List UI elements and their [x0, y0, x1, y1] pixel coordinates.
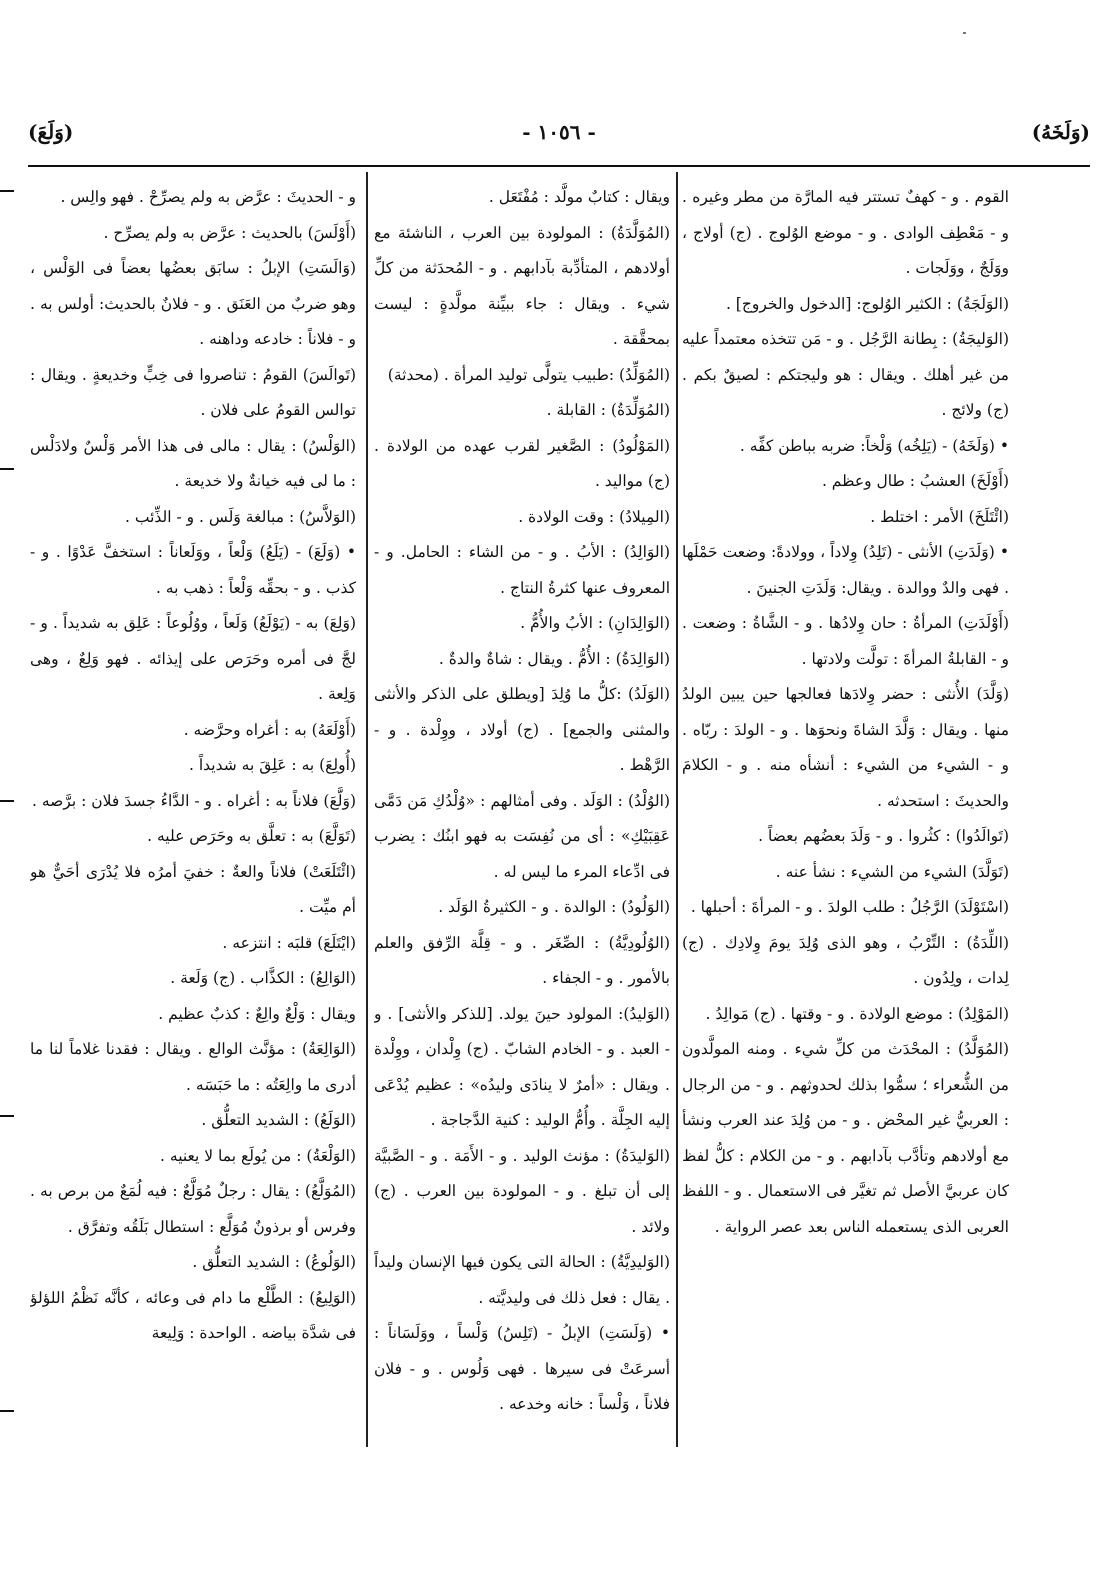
entry-paragraph: (الوَليدِيَّةُ) : الحالة التى يكون فيها الإنسان وليداً . يقال : فعل ذلك فى وليديَّته . — [374, 1253, 670, 1307]
binding-mark — [0, 1410, 14, 1412]
entry-paragraph: (الوَليدَةُ) : مؤنث الوليد . و - الأَمَة . و - الصَّبيَّة إلى أن تبلغ . و - المولودة بين العرب . (ج) ولائد . — [374, 1146, 670, 1236]
entry-paragraph: (المَوْلِدُ) : موضع الولادة . و - وقتها . (ج) مَوالِدُ . — [705, 1004, 1009, 1023]
entry-paragraph: (الوُلُودِيَّةُ) : الصِّغَر . و - قِلَّة الرِّفق والعلم بالأمور . و - الجفاء . — [374, 933, 670, 987]
entry-paragraph: (أَوْلَدَتِ) المرأةُ : حان وِلادُها . و - الشَّاةُ : وضعت . و - القابلةُ المرأةَ : تولَّت ولادتها . — [682, 614, 1009, 668]
binding-mark — [0, 1115, 14, 1117]
entry-paragraph: (اللِّدَةُ) : التِّرْبُ ، وهو الذى وُلِدَ يومَ وِلادِك . (ج) لِدات ، ولِدُون . — [682, 933, 1009, 987]
entry-paragraph: (المُوَلِّدَةُ) : القابلة . — [546, 401, 670, 419]
running-head-first-entry: (وَلَخَهُ) — [1031, 120, 1090, 144]
entry-paragraph: القوم . و - كهفٌ تستتر فيه المارَّة من مطر وغيره . و - مَعْطِف الوادى . و - موضع الوُلوج . (ج) أولاج ، ووَلَجٌ ، ووَلَجات . — [682, 188, 1009, 277]
entry-paragraph: (الوَلْسُ) : يقال : مالى فى هذا الأمر وَلْسٌ ولادَلْس : ما لى فيه خيانةٌ ولا خديعة . — [30, 436, 356, 490]
entry-paragraph: (الوَلِيعُ) : الطَّلْع ما دام فى وعائه ، كأنَّه نَظْمُ اللؤلؤ فى شدَّة بياضه . الواحدة : وَلِيعة — [30, 1288, 356, 1342]
binding-mark — [0, 190, 14, 192]
entry-paragraph: (الوَليدُ): المولود حينَ يولد. [للذكر والأنثى] . و - العبد . و - الخادم الشابّ . (ج) وِلْدان ، ووِلْدة . ويقال : «أمرٌ لا ينادَى وليدُه» : عظيم يُدْعَى إليه الجِلَّة . وأُمُّ الوليد : كنية الدَّجاجة . — [374, 1004, 670, 1129]
entry-paragraph: • (وَلَعَ) - (يَلَعُ) وَلْعاً ، ووَلَعاناً : استخفَّ عَدْوًا . و - كذب . و - بحقِّه وَلْعاً : ذهب به . — [30, 543, 356, 597]
entry-paragraph: (الوَالِدَةُ) : الأُمُّ . ويقال : شاةٌ والدةٌ . — [438, 649, 670, 668]
entry-paragraph: (أَوْلَعَهُ) به : أغراه وحرَّضه . — [183, 720, 356, 739]
entry-paragraph: (تَوَلَّدَ) الشيء من الشيء : نشأ عنه . — [775, 862, 1009, 881]
page-number: - ١٠٥٦ - — [522, 120, 596, 144]
entry-paragraph: (المُوَلَّدَةُ) : المولودة بين العرب ، الناشئة مع أولادهم ، المتأدِّبة بآدابهم . و - المُحدَثة من كلِّ شيء . ويقال : جاء ببيِّنة مولَّدةٍ : ليست بمحقَّقة . — [374, 223, 670, 348]
entry-paragraph: • (وَلَسَتِ) الإبلُ - (تَلِسُ) وَلْساً ، ووَلَسَاناً : أسرعَتْ فى سيرها . فهى وَلُوس . و - فلان فلاناً ، وَلْساً : خانه وخدعه . — [374, 1324, 670, 1413]
entry-paragraph: (وَلَّعَ) فلاناً به : أغراه . و - الدَّاءُ جسدَ فلان : برَّصه . — [31, 791, 356, 810]
entry-paragraph: (الوَلَدُ) :كلُّ ما وُلِدَ [ويطلق على الذكر والأنثى والمثنى والجمع] . (ج) أولاد ، ووِلْدة . و - الرَّهْط . — [374, 685, 670, 774]
column-middle — [374, 180, 670, 1442]
column-left — [30, 180, 356, 1442]
entry-paragraph: و - الحديثَ : عرَّض به ولم يصرِّحْ . فهو والِس . — [60, 188, 356, 206]
entry-paragraph: (أَوْلَخَ) العشبُ : طال وعظم . — [821, 472, 1009, 490]
binding-mark — [0, 468, 14, 470]
page-header — [28, 120, 1090, 160]
binding-mark — [0, 800, 14, 802]
entry-paragraph: (ايْتَلَعَ) قلبَه : انتزعه . — [222, 933, 356, 952]
entry-paragraph: (وَالَسَتِ) الإبلُ : سابَق بعضُها بعضاً فى الوَلْس ، وهو ضربٌ من العَنَق . و - فلانٌ بالحديث: أولس به . و - فلاناً : خادعه وداهنه . — [30, 259, 356, 348]
entry-paragraph: (الوَالِعَةُ) : مؤنَّث الوالع . ويقال : فقدنا غلاماً لنا ما أدرى ما والِعَتُه : ما حَبَسَه . — [30, 1040, 356, 1094]
entry-paragraph: (المَوْلُودُ) : الصَّغير لقرب عهده من الولادة . (ج) مواليد . — [374, 436, 670, 490]
entry-paragraph: (الوَالِدَانِ) : الأبُ والأُمُّ . — [520, 614, 670, 632]
entry-paragraph: (الوَليجَةُ) : بِطانة الرَّجُل . و - مَن تتخذه معتمداً عليه من غير أهلك . ويقال : هو وليجتكم : لصيقٌ بكم . (ج) ولائج . — [682, 330, 1009, 419]
entry-paragraph: (الوَلْعَةُ) : من يُولَع بما لا يعنيه . — [160, 1146, 356, 1165]
column-divider-left — [366, 172, 368, 1447]
entry-paragraph: (الوَلُودُ) : الوالدة . و - الكثيرةُ الوَلَد . — [438, 898, 670, 916]
entry-paragraph: (تَوَلَّعَ) به : تعلَّق به وحَرَص عليه . — [147, 827, 356, 845]
column-right — [682, 180, 1009, 1442]
entry-paragraph: (الوَلُوعُ) : الشديد التعلُّق . — [192, 1253, 356, 1271]
column-divider-right — [676, 172, 678, 1447]
entry-paragraph: (الوَالِدُ) : الأبُ . و - من الشاء : الحامل. و - المعروف عنها كثرةُ النتاج . — [374, 543, 670, 597]
entry-paragraph: (ائْتَلَعَتْ) فلاناً والعةٌ : خفيَ أمرُه فلا يُدْرَى أحَيٌّ هو أم ميِّت . — [30, 862, 356, 916]
header-rule — [28, 165, 1090, 167]
entry-paragraph: (المُوَلِّدُ) :طبيب يتولَّى توليد المرأة . (محدثة) — [387, 365, 670, 384]
entry-paragraph: (الوَالِعُ) : الكذَّاب . (ج) وَلَعة . — [170, 969, 356, 987]
entry-paragraph: (المِيلادُ) : وقت الولادة . — [518, 507, 670, 526]
entry-paragraph: (وَلَّدَ) الأُنثى : حضر وِلادَها فعالجها حين يبين الولدُ منها . ويقال : وَلَّدَ الشاةَ ونحوَها . و - الولدَ : ربّاه . و - الشيء من الشيء : أنشأه منه . و - الكلامَ والحديثَ : استحدثه . — [682, 685, 1009, 810]
scan-speck — [963, 32, 966, 34]
entry-paragraph: ويقال : كتابٌ مولَّد : مُفْتَعَل . — [488, 188, 670, 206]
entry-paragraph: (المُوَلَّعُ) : يقال : رجلٌ مُوَلَّعٌ : فيه لُمَعٌ من برص به . وفرس أو برذونٌ مُوَلَّع : استطال بَلَقُه وتفرَّق . — [30, 1182, 356, 1236]
entry-paragraph: (أُولِعَ) به : عَلِقَ به شديداً . — [188, 756, 356, 774]
entry-paragraph: (ائْتَلَخَ) الأمر : اختلط . — [870, 507, 1009, 526]
entry-paragraph: (أَوْلَسَ) بالحديث : عرَّض به ولم يصرِّح . — [103, 223, 356, 242]
entry-paragraph: (الوَلَعُ) : الشديد التعلُّق . — [201, 1111, 356, 1129]
entry-paragraph: (الوُلْدُ) : الوَلَد . وفى أمثالهم : «وُلْدُكِ مَن دَمَّى عَقِبَيْكِ» : أى من نُفِسَت به فهو ابنُك : يضرب فى ادِّعاء المرء ما ليس له . — [374, 791, 670, 881]
running-head-last-entry: (وَلَعَ) — [28, 120, 74, 144]
entry-paragraph: (تَوالَدُوا) : كثُروا . و - وَلَدَ بعضُهم بعضاً . — [758, 827, 1009, 845]
entry-paragraph: (اسْتَوْلَدَ) الرَّجُلُ : طلب الولدَ . و - المرأةَ : أحبلها . — [690, 898, 1009, 916]
entry-paragraph: (المُوَلَّدُ) : المحْدَث من كلِّ شيء . ومنه المولَّدون من الشُّعراء ؛ سمُّوا بذلك لحدوثهم . و - من الرجال : العربيُّ غير المحْض . و - من وُلِدَ عند العرب ونشأ مع أولادهم وتأدَّب بآدابهم . و - من الكلام : كلُّ لفظ كان عربيَّ الأصل ثم تغيَّر فى الاستعمال . و - اللفظ العربى الذى يستعمله الناس بعد عصر الرواية . — [682, 1040, 1009, 1236]
entry-paragraph: (الوَلاَّسُ) : مبالغة وَلَس . و - الذِّئب . — [125, 507, 356, 526]
entry-paragraph: (الوَلَجَةُ) : الكثير الوُلوج: [الدخول والخروج] . — [725, 294, 1009, 313]
entry-paragraph: • (وَلَدَتِ) الأنثى - (تَلِدُ) وِلاداً ، وولادةً: وضعت حَمْلَها . فهى والدٌ ووالدة . ويقال: وَلَدَتِ الجنينَ . — [682, 543, 1009, 597]
entry-paragraph: (تَوالَسَ) القومُ : تناصروا فى خِبٍّ وخديعةٍ . ويقال : توالس القومُ على فلان . — [30, 365, 356, 419]
entry-paragraph: ويقال : وَلْعٌ والِعٌ : كذبٌ عظيم . — [158, 1004, 356, 1023]
entry-paragraph: (وَلِعَ) به - (يَوْلَعُ) وَلَعاً ، ووُلُوعاً : عَلِق به شديداً . و - لجَّ فى أمره وحَرَص على إيذائه . فهو وَلِعٌ ، وهى وَلِعة . — [30, 614, 356, 703]
entry-paragraph: • (وَلَخَهُ) - (يَلِخُه) وَلْخاً: ضربه بباطن كفِّه . — [739, 436, 1009, 455]
